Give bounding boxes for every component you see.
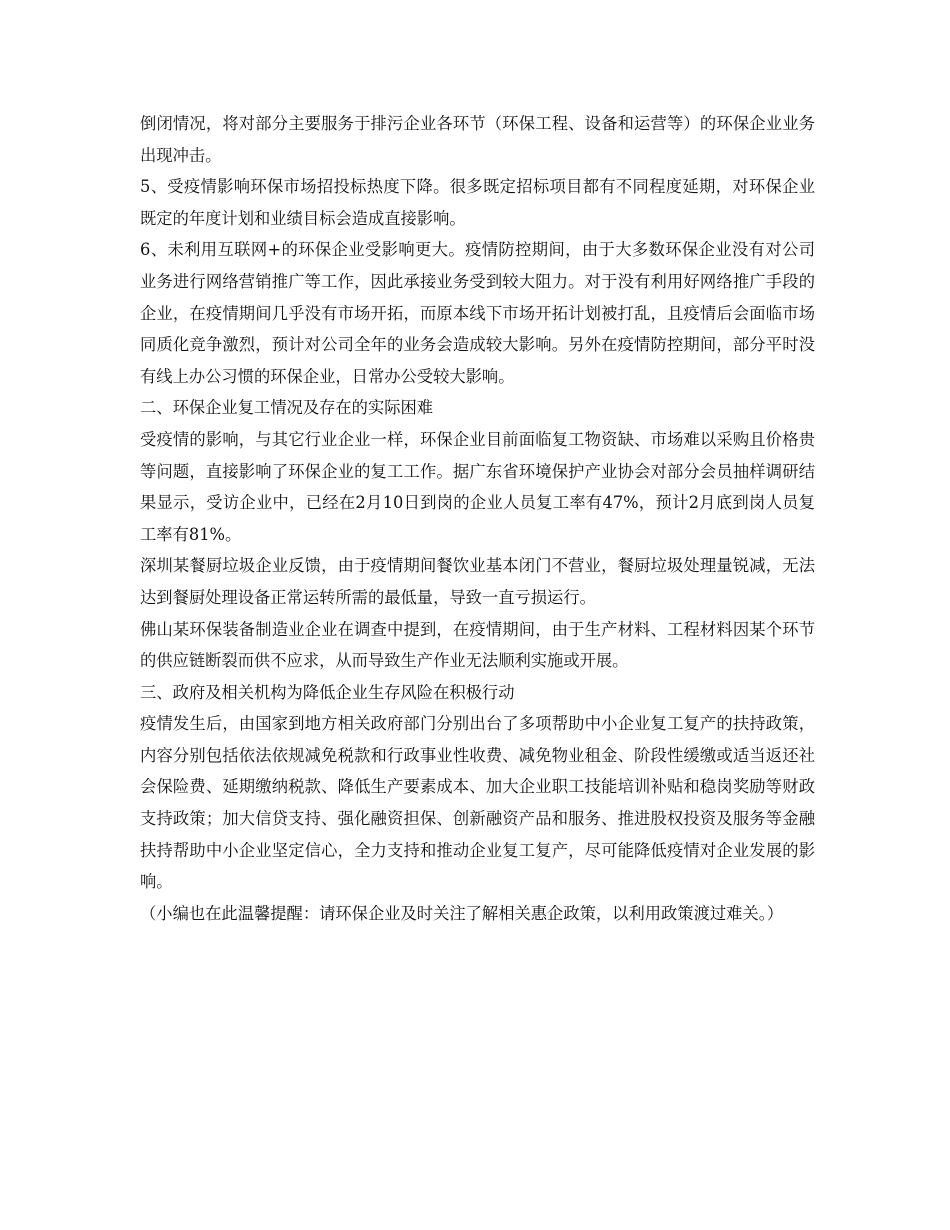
paragraph-government-policies: 疫情发生后，由国家到地方相关政府部门分别出台了多项帮助中小企业复工复产的扶持政策，内容分别包括依法依规减免税款和行政事业性收费、减免物业租金、阶段性缓缴或适当返还社会保险费、延期缴纳税款、降低生产要素成本、加大企业职工技能培训补贴和稳岗奖励等财政支持政策；加大信贷支持、强化融资担保、创新融资产品和服务、推进股权投资及服务等金融扶持帮助中小企业坚定信心，全力支持和推动企业复工复产，尽可能降低疫情对企业发展的影响。 xyxy=(140,714,815,892)
paragraph-shenzhen-case: 深圳某餐厨垃圾企业反馈，由于疫情期间餐饮业基本闭门不营业，餐厨垃圾处理量锐减，无法达到餐厨处理设备正常运转所需的最低量，导致一直亏损运行。 xyxy=(140,556,815,607)
section-heading-3: 三、政府及相关机构为降低企业生存风险在积极行动 xyxy=(140,682,515,702)
paragraph-point-5: 5、受疫情影响环保市场招投标热度下降。很多既定招标项目都有不同程度延期，对环保企业既定的年度计划和业绩目标会造成直接影响。 xyxy=(140,177,815,228)
paragraph-editor-reminder: （小编也在此温馨提醒：请环保企业及时关注了解相关惠企政策，以利用政策渡过难关。） xyxy=(140,903,784,923)
paragraph-point-6: 6、未利用互联网+的环保企业受影响更大。疫情防控期间，由于大多数环保企业没有对公司业务进行网络营销推广等工作，因此承接业务受到较大阻力。对于没有利用好网络推广手段的企业，在疫情期间几乎没有市场开拓，而原本线下市场开拓计划被打乱，且疫情后会面临市场同质化竞争激烈，预计对公司全年的业务会造成较大影响。另外在疫情防控期间，部分平时没有线上办公习惯的环保企业，日常办公受较大影响。 xyxy=(140,240,815,386)
paragraph-impact-closure: 倒闭情况，将对部分主要服务于排污企业各环节（环保工程、设备和运营等）的环保企业业务出现冲击。 xyxy=(140,114,815,165)
section-heading-2: 二、环保企业复工情况及存在的实际困难 xyxy=(140,398,434,418)
document-body xyxy=(140,108,815,929)
paragraph-resumption-survey: 受疫情的影响，与其它行业企业一样，环保企业目前面临复工物资缺、市场难以采购且价格贵等问题，直接影响了环保企业的复工工作。据广东省环境保护产业协会对部分会员抽样调研结果显示，受访企业中，已经在2月10日到岗的企业人员复工率有47%，预计2月底到岗人员复工率有81%。 xyxy=(140,429,815,544)
paragraph-foshan-case: 佛山某环保装备制造业企业在调查中提到，在疫情期间，由于生产材料、工程材料因某个环节的供应链断裂而供不应求，从而导致生产作业无法顺利实施或开展。 xyxy=(140,619,815,671)
